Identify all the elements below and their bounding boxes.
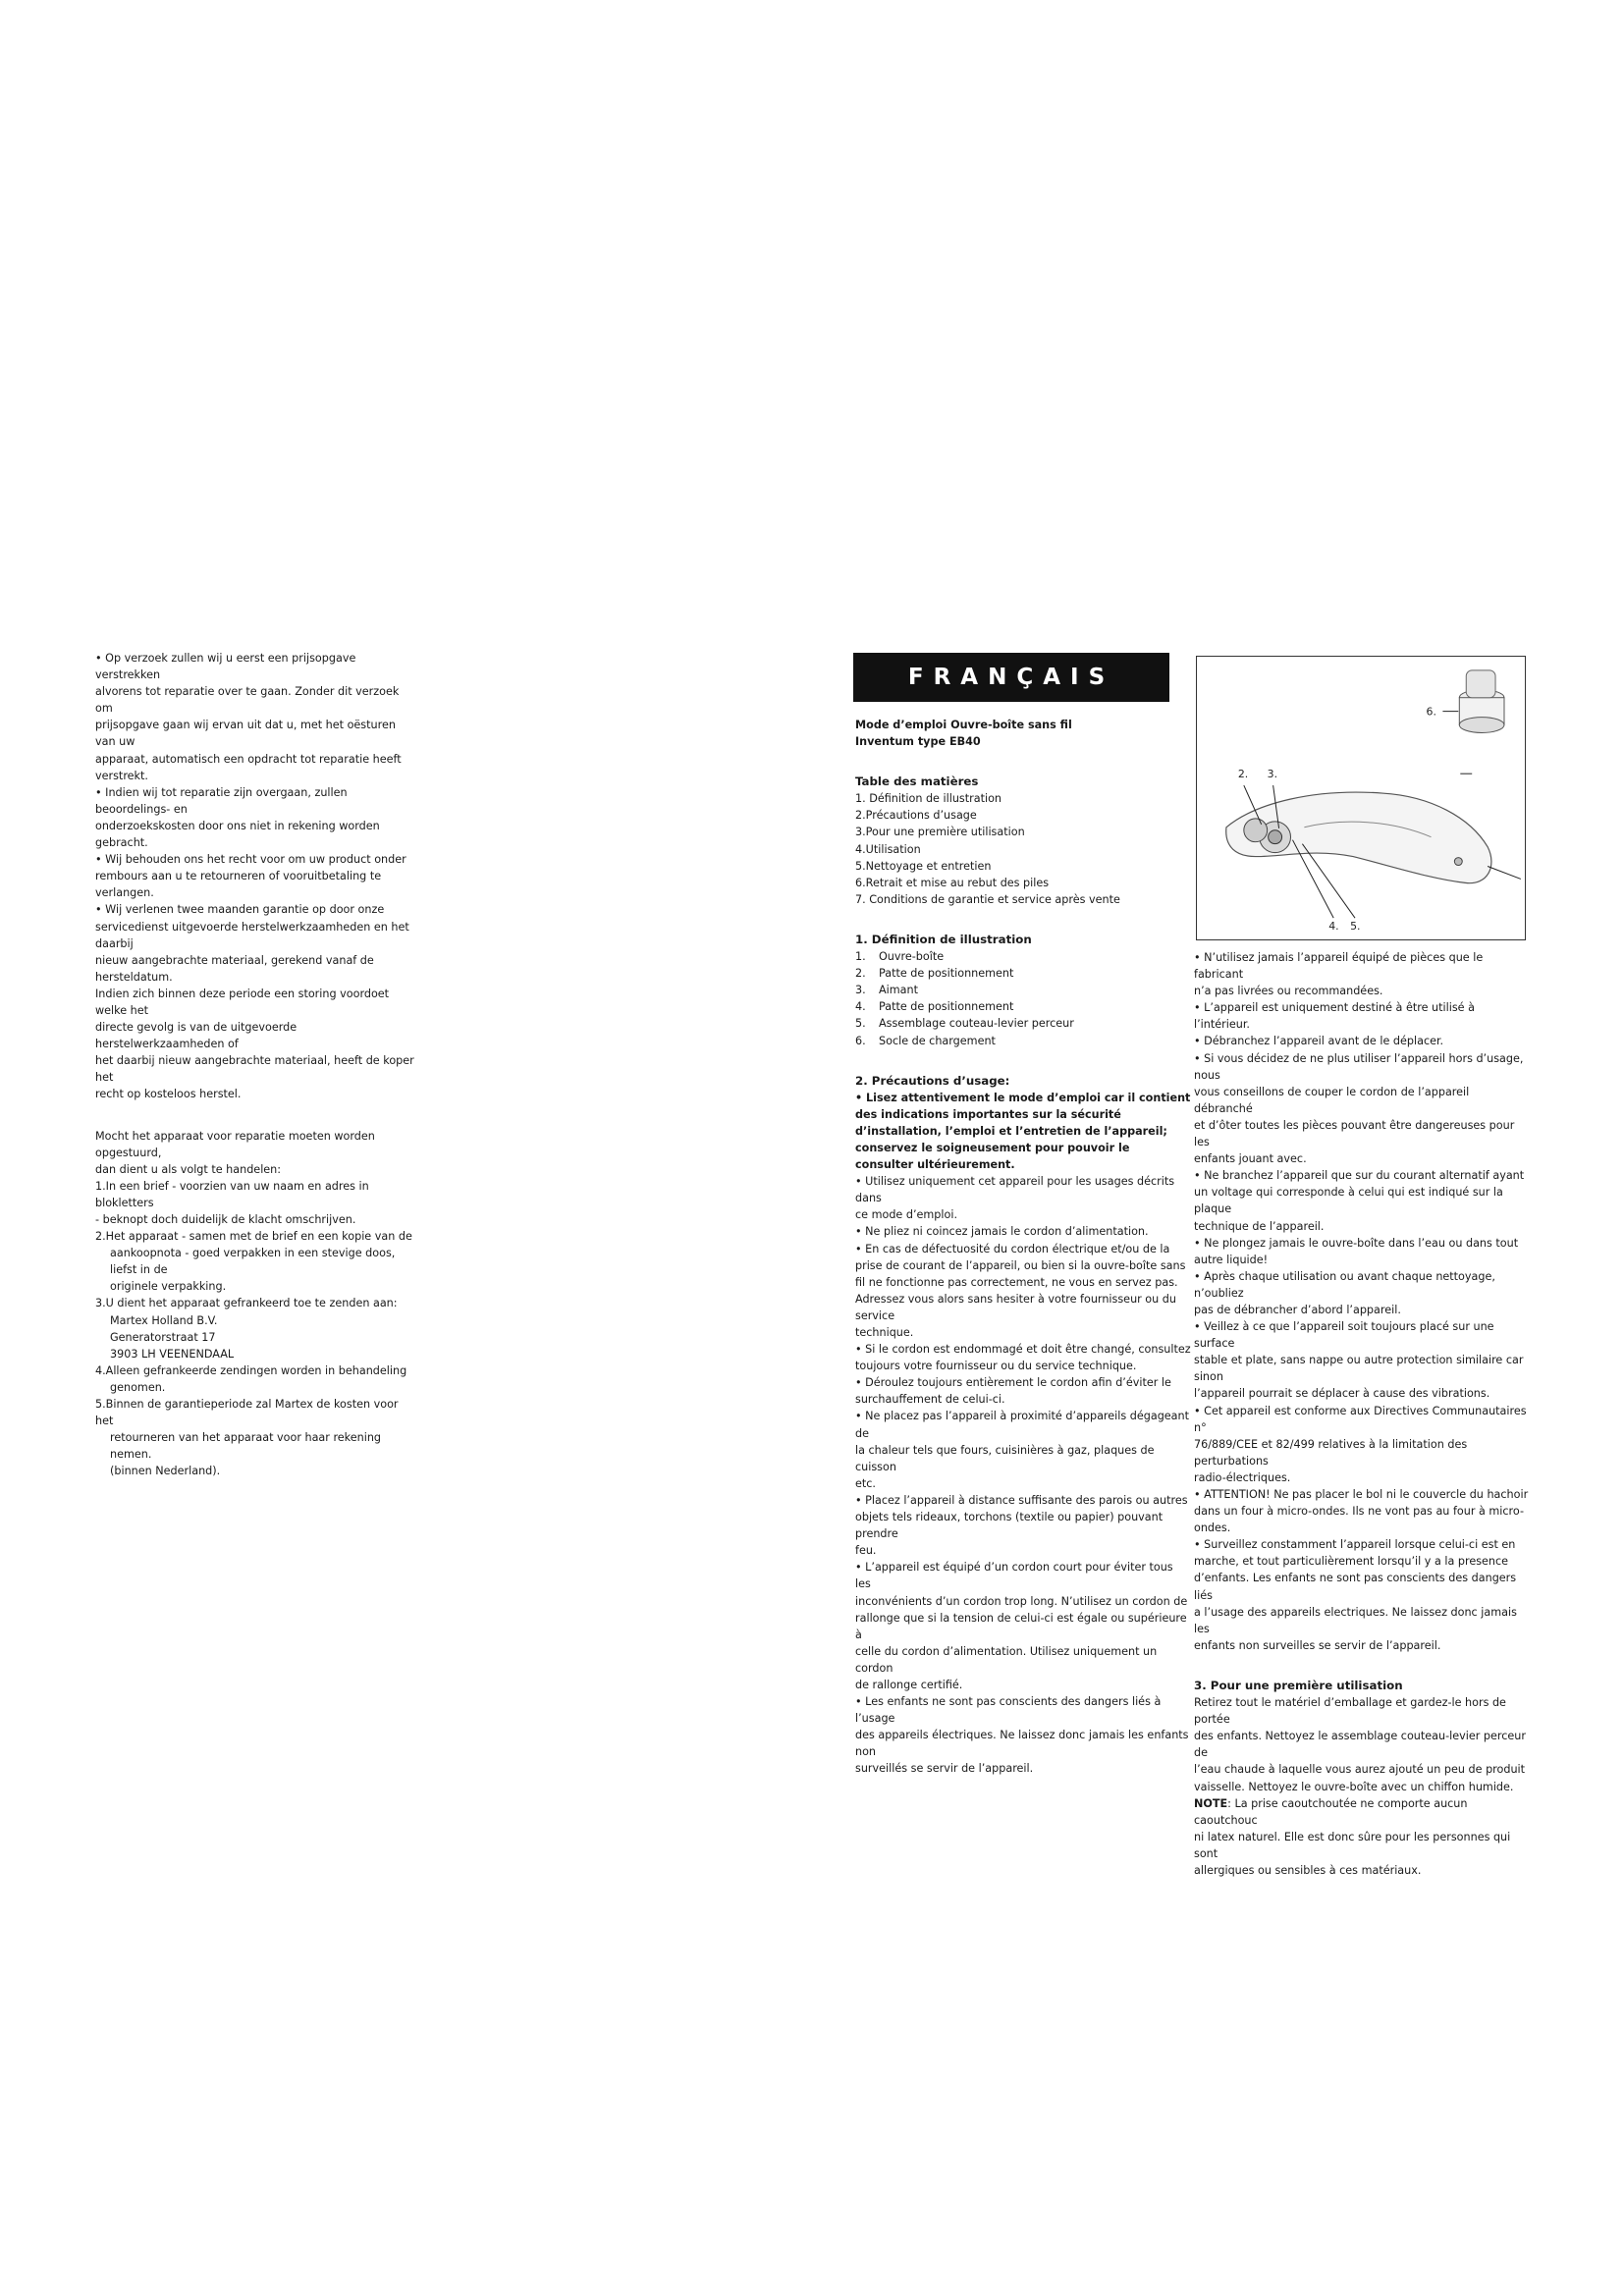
parts-list-item [855,998,1191,1015]
precaution-line: • Ne branchez l’appareil que sur du courant alternatif ayant [1194,1169,1525,1183]
safety-intro [855,1090,1191,1173]
toc-title: Table des matières [855,774,979,789]
section-1-title: 1. Définition de illustration [855,932,1032,946]
parts-list-item [855,982,1191,998]
can-opener-body-drawing [1226,792,1491,883]
precaution-line: toujours votre fournisseur ou du service technique. [855,1360,1137,1373]
dutch-text-line: het daarbij nieuw aangebrachte materiaal, heeft de koper het [95,1054,414,1085]
precaution-line: dans un four à micro-ondes. Ils ne vont pas au four à micro- [1194,1505,1524,1519]
precaution-line: • Cet appareil est conforme aux Directives Communautaires n° [1194,1404,1527,1434]
precaution-line: • Si le cordon est endommagé et doit être changé, consultez [855,1343,1191,1357]
dutch-text-line: Generatorstraat 17 [110,1330,216,1344]
parts-list-number: 6. [855,1034,866,1047]
dutch-text-line: 5.Binnen de garantieperiode zal Martex de kosten voor het [95,1398,399,1428]
precaution-line: un voltage qui corresponde à celui qui est indiqué sur la plaque [1194,1186,1503,1216]
precaution-line: • Ne plongez jamais le ouvre-boîte dans l’eau ou dans tout [1194,1236,1519,1250]
precaution-line: inconvénients d’un cordon trop long. N’utilisez un cordon de [855,1594,1188,1608]
dutch-text-line: prijsopgave gaan wij ervan uit dat u, met het oësturen van uw [95,719,396,749]
figure-label-2: 2. [1237,768,1249,781]
parts-list-item [855,1033,1191,1049]
parts-list-label: Ouvre-boîte [879,950,945,964]
precaution-line: prise de courant de l’appareil, ou bien si la ouvre-boîte sans [855,1258,1186,1272]
dutch-text-line: Martex Holland B.V. [110,1313,218,1327]
dutch-text-line: retourneren van het apparaat voor haar rekening nemen. [110,1431,382,1462]
charging-base-drawing [1459,670,1504,733]
parts-list-label: Patte de positionnement [879,1000,1014,1014]
precaution-line: n’a pas livrées ou recommandées. [1194,985,1383,998]
precaution-line: pas de débrancher d’abord l’appareil. [1194,1303,1401,1316]
dutch-text-line: 3.U dient het apparaat gefrankeerd toe te zenden aan: [95,1297,398,1310]
precaution-line: • N’utilisez jamais l’appareil équipé de pièces que le fabricant [1194,951,1484,982]
dutch-repair-instructions [95,1128,419,1480]
parts-list-label: Aimant [879,984,918,997]
dutch-text-line: servicedienst uitgevoerde herstelwerkzaamheden en het daarbij [95,920,409,950]
precaution-line: • Si vous décidez de ne plus utiliser l’appareil hors d’usage, nous [1194,1051,1524,1082]
toc-item: 5.Nettoyage et entretien [855,859,992,873]
first-use-line: l’eau chaude à laquelle vous aurez ajouté un peu de produit [1194,1763,1526,1777]
toc-item: 3.Pour une première utilisation [855,826,1025,839]
toc-item: 4.Utilisation [855,842,921,856]
precaution-line: • ATTENTION! Ne pas placer le bol ni le couvercle du hachoir [1194,1488,1529,1501]
precaution-line: stable et plate, sans nappe ou autre protection similaire car sinon [1194,1354,1524,1384]
dutch-text-line: originele verpakking. [110,1280,227,1294]
dutch-text-line: 3903 LH VEENENDAAL [110,1347,235,1361]
precaution-line: • En cas de défectuosité du cordon électrique et/ou de la [855,1242,1170,1255]
precaution-line: • Ne pliez ni coincez jamais le cordon d’alimentation. [855,1225,1149,1239]
precaution-line: technique. [855,1326,914,1339]
precaution-line: marche, et tout particulièrement lorsqu’il y a la presence [1194,1555,1509,1569]
precaution-line: de rallonge certifié. [855,1678,963,1691]
dutch-text-line: Indien zich binnen deze periode een storing voordoet welke het [95,987,390,1017]
note-line: allergiques ou sensibles à ces matériaux. [1194,1863,1422,1877]
precaution-line: rallonge que si la tension de celui-ci est égale ou supérieure à [855,1611,1187,1641]
french-middle-column [855,716,1191,1778]
precaution-line: • Débranchez l’appareil avant de le déplacer. [1194,1035,1444,1048]
parts-list-item [855,948,1191,965]
precaution-line: surchauffement de celui-ci. [855,1393,1005,1407]
table-of-contents [855,790,1191,908]
precaution-line: • Ne placez pas l’appareil à proximité d’appareils dégageant de [855,1410,1190,1440]
precaution-line: Adressez vous alors sans hesiter à votre fournisseur ou du service [855,1292,1176,1322]
note-line: : La prise caoutchoutée ne comporte aucun caoutchouc [1194,1796,1468,1827]
note-label: NOTE [1194,1796,1228,1810]
can-opener-drawing [1197,657,1525,939]
dutch-text-line: alvorens tot reparatie over te gaan. Zonder dit verzoek om [95,685,400,716]
note-paragraph [1194,1795,1531,1829]
dutch-text-line: • Wij behouden ons het recht voor om uw product onder [95,853,406,867]
precaution-line: surveillés se servir de l’appareil. [855,1762,1034,1776]
dutch-text-line: 2.Het apparaat - samen met de brief en een kopie van de [95,1230,412,1244]
precaution-line: • Après chaque utilisation ou avant chaque nettoyage, n’oubliez [1194,1269,1495,1300]
figure-label-5: 5. [1350,920,1361,934]
dutch-text-line: aankoopnota - goed verpakken in een stevige doos, liefst in de [110,1247,396,1277]
can-opener-illustration [1196,656,1526,940]
precaution-line: technique de l’appareil. [1194,1219,1325,1233]
precaution-line: autre liquide! [1194,1253,1269,1266]
dutch-text-line: 4.Alleen gefrankeerde zendingen worden in behandeling [95,1363,407,1377]
section-3-title: 3. Pour une première utilisation [1194,1678,1403,1692]
dutch-text-line: nieuw aangebrachte materiaal, gerekend vanaf de hersteldatum. [95,953,374,984]
figure-label-3: 3. [1267,768,1278,781]
precaution-line: la chaleur tels que fours, cuisinières à gaz, plaques de cuisson [855,1443,1155,1473]
dutch-text-line: dan dient u als volgt te handelen: [95,1162,282,1176]
dutch-text-line: rembours aan u te retourneren of vooruitbetaling te verlangen. [95,870,382,900]
precaution-line: des appareils électriques. Ne laissez donc jamais les enfants non [855,1729,1189,1759]
parts-list-number: 3. [855,984,866,997]
dutch-text-line: Mocht het apparaat voor reparatie moeten worden opgestuurd, [95,1129,375,1159]
precaution-line: feu. [855,1544,877,1558]
precaution-line: ondes. [1194,1522,1231,1535]
precaution-line: enfants jouant avec. [1194,1152,1307,1166]
precaution-line: radio-électriques. [1194,1470,1291,1484]
precaution-line: celle du cordon d’alimentation. Utilisez uniquement un cordon [855,1644,1158,1675]
dutch-text-line: • Indien wij tot reparatie zijn overgaan, zullen beoordelings- en [95,785,348,816]
dutch-text-line: directe gevolg is van de uitgevoerde herstelwerkzaamheden of [95,1021,298,1051]
parts-list-item [855,965,1191,982]
dutch-text-line: • Op verzoek zullen wij u eerst een prijsopgave verstrekken [95,652,356,682]
dutch-warranty-text [95,650,419,1103]
precaution-line: etc. [855,1476,876,1490]
dutch-text-line: recht op kosteloos herstel. [95,1088,242,1101]
precaution-line: fil ne fonctionne pas correctement, ne vous en servez pas. [855,1275,1178,1289]
dutch-text-line: apparaat, automatisch een opdracht tot reparatie heeft verstrekt. [95,752,402,782]
dutch-text-line: genomen. [110,1380,166,1394]
precaution-line: et d’ôter toutes les pièces pouvant être dangereuses pour les [1194,1118,1515,1149]
dutch-warranty-column [95,650,419,1480]
precaution-line: • L’appareil est uniquement destiné à être utilisé à l’intérieur. [1194,1001,1475,1032]
safety-intro-line: • Lisez attentivement le mode d’emploi car il contient [855,1091,1191,1104]
parts-list-number: 1. [855,950,866,964]
safety-intro-line: conservez le soigneusement pour pouvoir le [855,1141,1130,1154]
manual-title-line: Inventum type EB40 [855,735,981,749]
precaution-line: vous conseillons de couper le cordon de l’appareil débranché [1194,1085,1470,1115]
safety-intro-line: d’installation, l’emploi et l’entretien de l’appareil; [855,1124,1167,1138]
precaution-line: • L’appareil est équipé d’un cordon court pour éviter tous les [855,1561,1173,1591]
safety-intro-line: consulter ultérieurement. [855,1158,1015,1172]
manual-title-line: Mode d’emploi Ouvre-boîte sans fil [855,719,1072,731]
manual-title [855,717,1191,750]
precaution-line: enfants non surveilles se servir de l’appareil. [1194,1638,1441,1652]
parts-list-label: Socle de chargement [879,1034,996,1047]
safety-precautions-continued [1194,949,1531,1654]
parts-list [855,948,1191,1049]
precaution-line: 76/889/CEE et 82/499 relatives à la limitation des perturbations [1194,1437,1468,1468]
precaution-line: ce mode d’emploi. [855,1208,958,1222]
note-line: ni latex naturel. Elle est donc sûre pour les personnes qui sont [1194,1830,1511,1860]
dutch-text-line: onderzoekskosten door ons niet in rekening worden gebracht. [95,819,380,850]
banner-label: FRANÇAIS [907,665,1115,690]
precaution-line: • Placez l’appareil à distance suffisante des parois ou autres [855,1493,1188,1507]
first-use-line: Retirez tout le matériel d’emballage et gardez-le hors de portée [1194,1696,1506,1727]
precaution-line: • Veillez à ce que l’appareil soit toujours placé sur une surface [1194,1320,1494,1351]
precaution-line: • Utilisez uniquement cet appareil pour les usages décrits dans [855,1175,1175,1205]
dutch-text-line: • Wij verlenen twee maanden garantie op door onze [95,903,385,917]
safety-precautions [855,1173,1191,1777]
precaution-line: a l’usage des appareils electriques. Ne laissez donc jamais les [1194,1605,1517,1635]
precaution-line: objets tels rideaux, torchons (textile ou papier) pouvant prendre [855,1511,1164,1541]
dutch-text-line: - beknopt doch duidelijk de klacht omschrijven. [95,1213,356,1226]
parts-list-number: 2. [855,967,866,981]
language-banner [853,653,1169,702]
toc-item: 6.Retrait et mise au rebut des piles [855,876,1050,889]
toc-item: 7. Conditions de garantie et service après vente [855,892,1120,906]
parts-list-label: Assemblage couteau-levier perceur [879,1017,1074,1031]
parts-list-number: 4. [855,1000,866,1014]
toc-item: 2.Précautions d’usage [855,809,977,823]
figure-label-4: 4. [1328,920,1339,934]
parts-list-label: Patte de positionnement [879,967,1014,981]
first-use-line: des enfants. Nettoyez le assemblage couteau-levier perceur de [1194,1730,1526,1760]
dutch-text-line: (binnen Nederland). [110,1465,221,1478]
precaution-line: • Les enfants ne sont pas conscients des dangers liés à l’usage [855,1695,1162,1726]
precaution-line: d’enfants. Les enfants ne sont pas conscients des dangers liés [1194,1572,1517,1602]
french-right-column [1194,949,1531,1879]
parts-list-number: 5. [855,1017,866,1031]
precaution-line: • Surveillez constamment l’appareil lorsque celui-ci est en [1194,1538,1516,1552]
first-use-line: vaisselle. Nettoyez le ouvre-boîte avec un chiffon humide. [1194,1780,1514,1793]
toc-item: 1. Définition de illustration [855,792,1002,806]
precaution-line: l’appareil pourrait se déplacer à cause des vibrations. [1194,1387,1490,1401]
parts-list-item [855,1015,1191,1032]
dutch-text-line: 1.In een brief - voorzien van uw naam en adres in blokletters [95,1179,369,1209]
first-use-text [1194,1694,1531,1795]
precaution-line: • Déroulez toujours entièrement le cordon afin d’éviter le [855,1376,1171,1390]
section-2-title: 2. Précautions d’usage: [855,1073,1010,1088]
safety-intro-line: des indications importantes sur la sécurité [855,1107,1121,1121]
figure-label-6: 6. [1426,705,1436,719]
